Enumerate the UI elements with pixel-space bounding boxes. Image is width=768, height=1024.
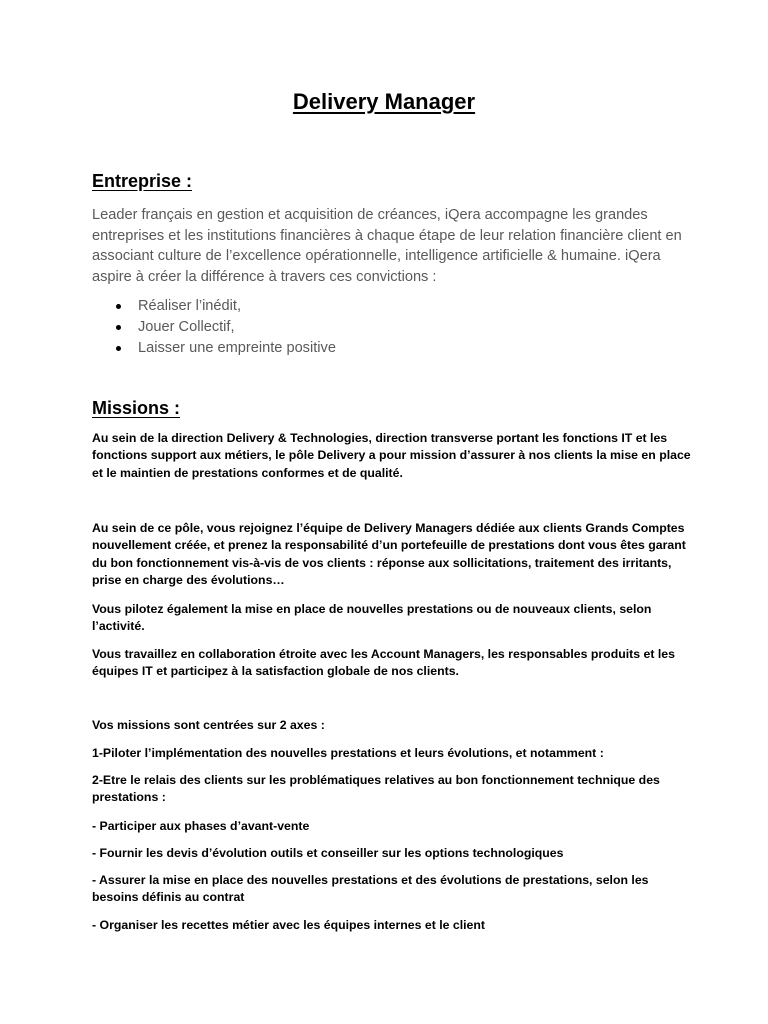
missions-paragraph: Vous travaillez en collaboration étroite avec les Account Managers, les responsables produits et les équipes IT et participez à la satisfaction globale de nos clients. [92,647,675,679]
values-list-item: Réaliser l’inédit, [92,296,336,317]
missions-paragraph: Au sein de la direction Delivery & Technologies, direction transverse portant les fonctions IT et les fonctions support aux métiers, le pôle Delivery a pour mission d’assurer à nos clients la mise en place et le maintien de prestations conformes et de qualité. [92,431,691,480]
missions-paragraph: Vous pilotez également la mise en place de nouvelles prestations ou de nouveaux clients, selon l’activité. [92,602,652,634]
missions-axis-item: 1-Piloter l’implémentation des nouvelles prestations et leurs évolutions, et notamment : [92,746,604,760]
document-title [0,88,768,116]
values-list-item: Laisser une empreinte positive [92,338,336,359]
missions-task-item: - Assurer la mise en place des nouvelles prestations et des évolutions de prestations, selon les besoins définis au contrat [92,873,649,905]
missions-paragraph: Au sein de ce pôle, vous rejoignez l’équipe de Delivery Managers dédiée aux clients Grands Comptes nouvellement créée, et prenez la responsabilité d’un portefeuille de prestations dont vous êtes garant du bon fonctionnement vis-à-vis de vos clients : réponse aux sollicitations, traitement des irritants, prise en charge des évolutions… [92,521,686,588]
entreprise-heading: Entreprise : [92,171,193,191]
values-list [92,296,336,359]
missions-task-item: - Participer aux phases d’avant-vente [92,819,310,833]
missions-heading: Missions : [92,398,181,418]
missions-task-item: - Fournir les devis d’évolution outils et conseiller sur les options technologiques [92,846,564,860]
missions-axis-item: 2-Etre le relais des clients sur les problématiques relatives au bon fonctionnement technique des prestations : [92,773,660,805]
missions-axes-intro: Vos missions sont centrées sur 2 axes : [92,718,325,732]
entreprise-intro: Leader français en gestion et acquisition de créances, iQera accompagne les grandes entreprises et les institutions financières à chaque étape de leur relation financière client en associant culture de l’excellence opérationnelle, intelligence artificielle & humaine. iQera aspire à créer la différence à travers ces convictions : [92,207,682,286]
missions-task-item: - Organiser les recettes métier avec les équipes internes et le client [92,918,486,932]
document-title-text: Delivery Manager [292,89,476,114]
values-list-item: Jouer Collectif, [92,317,336,338]
